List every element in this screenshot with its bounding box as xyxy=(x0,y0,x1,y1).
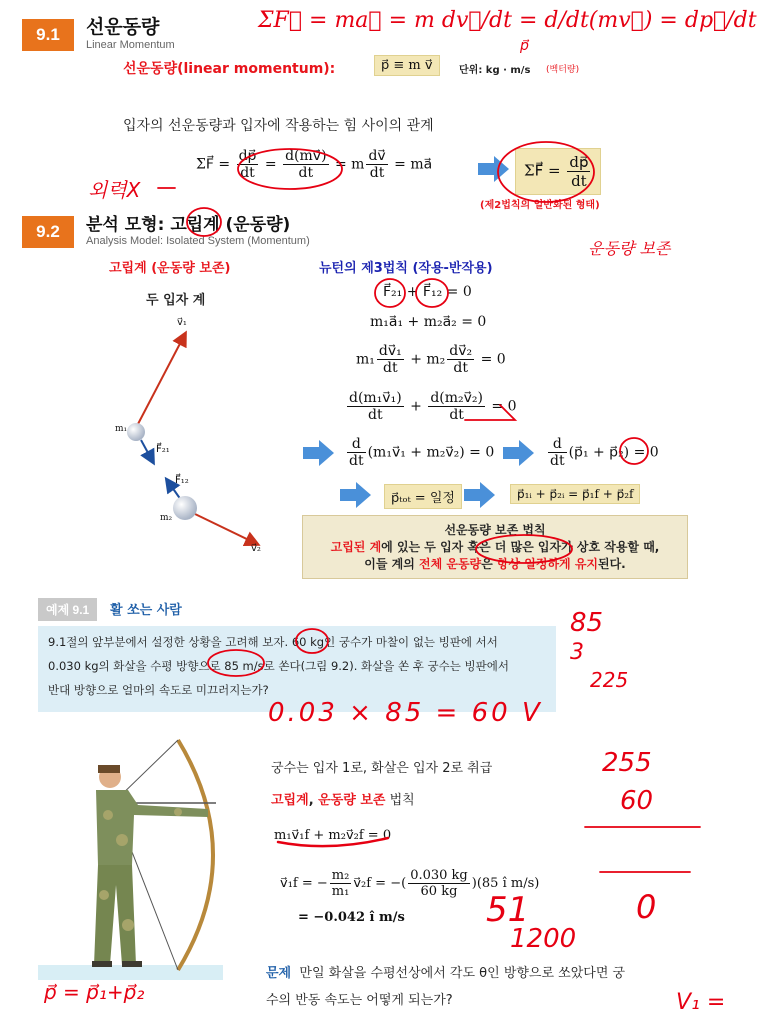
law-line2-e: 된다. xyxy=(598,557,626,571)
two-particle-diagram xyxy=(105,312,275,562)
solution-eq-2-frac2-n: 0.030 kg xyxy=(410,868,468,883)
solution-eq-2-frac-n: m₂ xyxy=(331,868,350,883)
solution-line-2 xyxy=(271,789,415,808)
example-text-3: 반대 방향으로 얼마의 속도로 미끄러지는가? xyxy=(48,683,269,697)
m2-label: m₂ xyxy=(160,513,173,523)
ink-momentum-conservation: 운동량 보존 xyxy=(588,239,671,258)
ptot-constant-box: p⃗ₜₒₜ = 일정 xyxy=(384,484,462,509)
solution-eq-2-frac-d: m₁ xyxy=(331,884,350,899)
ink-calc-main: 0.03 × 85 = 60 V xyxy=(268,698,543,728)
problem-text-1: 만일 화살을 수평선상에서 각도 θ인 방향으로 쏘았다면 궁 xyxy=(299,966,626,981)
law-isolated-system: 고립된 계 xyxy=(330,540,382,554)
v2-arrow xyxy=(195,514,257,544)
blue-arrow-2 xyxy=(303,440,335,466)
law-always-constant: 항상 일정하게 유지 xyxy=(496,557,598,571)
law-total-momentum: 전체 운동량 xyxy=(418,557,482,571)
ink-top-equation: ΣF⃗ = ma⃗ = m dv⃗/dt = d/dt(mv⃗) = dp⃗/dt xyxy=(258,8,757,33)
ink-calc-85: 85 xyxy=(570,608,604,638)
eq-forces: F⃗₂₁ + F⃗₁₂ = 0 xyxy=(383,284,472,300)
f21-label: F⃗₂₁ xyxy=(156,444,170,455)
eq-p-derivative: $\frac{d}{dt}$ (p⃗₁ + p⃗₂) = 0 xyxy=(550,436,659,469)
solution-eq-2-lhs: v⃗₁f = − xyxy=(280,876,328,891)
isolated-system-label: 고립계 (운동량 보존) xyxy=(109,261,231,276)
momentum-conservation-box: p⃗₁ᵢ + p⃗₂ᵢ = p⃗₁f + p⃗₂f xyxy=(510,484,640,504)
eq-dv: m₁ $\frac{\text{dv⃗₁}}{dt}$ + m₂ $\frac{\text{dv⃗₂}}{dt}$ = 0 xyxy=(356,343,506,376)
law-line1: 에 있는 두 입자 혹은 더 많은 입자가 상호 작용할 때, xyxy=(381,540,660,554)
eq-dmv: $\frac{\text{d(m₁v⃗₁)}}{dt}$ + $\frac{\text{d(m₂v⃗₂)}}{dt}$ = 0 xyxy=(349,390,517,423)
v1-label: v⃗₁ xyxy=(177,317,187,328)
solution-line-1: 궁수는 입자 1로, 화살은 입자 2로 취급 xyxy=(271,761,493,776)
problem-line-2: 수의 반동 속도는 어떻게 되는가? xyxy=(266,993,453,1008)
newton-third-law-label: 뉴턴의 제3법칙 (작용-반작용) xyxy=(319,261,493,276)
law-line2-a: 이들 계의 xyxy=(364,557,419,571)
f12-label: F⃗₁₂ xyxy=(175,475,189,486)
blue-arrow-5 xyxy=(464,482,496,508)
law-line2-c: 은 xyxy=(481,557,497,571)
general-form-note: (제2법칙의 일반화된 형태) xyxy=(480,200,600,211)
ink-external-force-none: 외력X xyxy=(88,178,141,202)
ink-calc-3: 3 xyxy=(570,640,584,665)
momentum-definition-eq: p⃗ ≡ m v⃗ xyxy=(374,55,440,76)
f21-arrow xyxy=(141,440,153,462)
v1-arrow xyxy=(138,334,185,424)
ink-calc-0: 0 xyxy=(636,888,657,926)
section-title-9-2: 분석 모형: 고립계 (운동량) xyxy=(86,215,291,235)
ink-bottom-p: p⃗ = p⃗₁+p⃗₂ xyxy=(44,980,145,1004)
ink-calc-1200: 1200 xyxy=(510,924,577,954)
particle-2 xyxy=(173,496,197,520)
solution-eq-3: = −0.042 î m/s xyxy=(298,910,405,925)
m1-label: m₁ xyxy=(115,424,128,434)
example-title: 활 쏘는 사람 xyxy=(110,603,182,618)
solution-comma: , xyxy=(308,793,319,808)
blue-arrow-3 xyxy=(503,440,535,466)
newton-second-law-box: ΣF⃗ = $\frac{dp⃗}{dt}$ xyxy=(515,148,601,195)
two-particle-label: 두 입자 계 xyxy=(146,293,206,308)
v2-label: v⃗₂ xyxy=(251,543,261,554)
ink-p-under: p⃗ xyxy=(520,38,529,54)
solution-eq-2-mid: v⃗₂f = − xyxy=(353,876,402,891)
blue-arrow-4 xyxy=(340,482,372,508)
eq-accel: m₁a⃗₁ + m₂a⃗₂ = 0 xyxy=(370,314,487,330)
relation-text: 입자의 선운동량과 입자에 작용하는 힘 사이의 관계 xyxy=(123,118,434,134)
solution-momentum-cons: 운동량 보존 xyxy=(318,793,386,808)
example-label: 예제 9.1 xyxy=(38,598,97,621)
solution-eq-2-tail: (85 î m/s) xyxy=(476,876,540,891)
archer-figure xyxy=(38,735,223,980)
solution-eq-2: v⃗₁f = − $\frac{\text{m₂}}{\text{m₁}}$ v⃗₂f = −( $\frac{0.030 kg}{60 kg}$ )(85 î m/s) xyxy=(280,868,540,899)
solution-isolated-system: 고립계 xyxy=(271,793,309,808)
particle-1 xyxy=(127,423,145,441)
ink-calc-51: 51 xyxy=(486,890,530,930)
derivation-eq: ΣF⃗ = $\frac{dp⃗}{dt}$ = $\frac{d(mv⃗)}{dt}$ = m $\frac{dv⃗}{dt}$ = ma⃗ xyxy=(196,148,433,181)
eq-sum-derivative: $\frac{d}{dt}$ (m₁v⃗₁ + m₂v⃗₂) = 0 xyxy=(349,436,495,469)
section-badge-9-1: 9.1 xyxy=(22,19,74,51)
vector-note: (벡터량) xyxy=(546,65,580,75)
solution-eq-2-frac2-d: 60 kg xyxy=(420,884,458,899)
conservation-law-box xyxy=(302,515,688,579)
example-text-2: 0.030 kg의 화살을 수평 방향으로 85 m/s로 쏜다(그림 9.2). 화살을 쏜 후 궁수는 빙판에서 xyxy=(48,659,509,673)
unit-label: 단위: kg · m/s xyxy=(459,65,531,76)
solution-eq-1: m₁v⃗₁f + m₂v⃗₂f = 0 xyxy=(274,828,392,843)
solution-law: 법칙 xyxy=(385,793,415,808)
example-text-1: 9.1절의 앞부분에서 설정한 상황을 고려해 보자. 60 kg인 궁수가 마찰이 없는 빙판에 서서 xyxy=(48,635,498,649)
section-subtitle-9-2: Analysis Model: Isolated System (Momentum) xyxy=(86,235,310,247)
ink-calc-60: 60 xyxy=(620,786,654,816)
momentum-definition-label: 선운동량(linear momentum): xyxy=(123,61,336,77)
problem-label: 문제 xyxy=(266,966,292,981)
section-badge-9-2: 9.2 xyxy=(22,216,74,248)
section-title-9-1: 선운동량 xyxy=(86,16,160,38)
ink-calc-255: 255 xyxy=(602,748,652,778)
law-title: 선운동량 보존 법칙 xyxy=(444,523,546,537)
problem-line-1 xyxy=(266,962,625,981)
section-subtitle-9-1: Linear Momentum xyxy=(86,39,175,51)
ink-bottom-v: V₁ = xyxy=(676,990,726,1015)
blue-arrow-1 xyxy=(478,156,510,182)
ink-calc-225: 225 xyxy=(590,668,629,692)
